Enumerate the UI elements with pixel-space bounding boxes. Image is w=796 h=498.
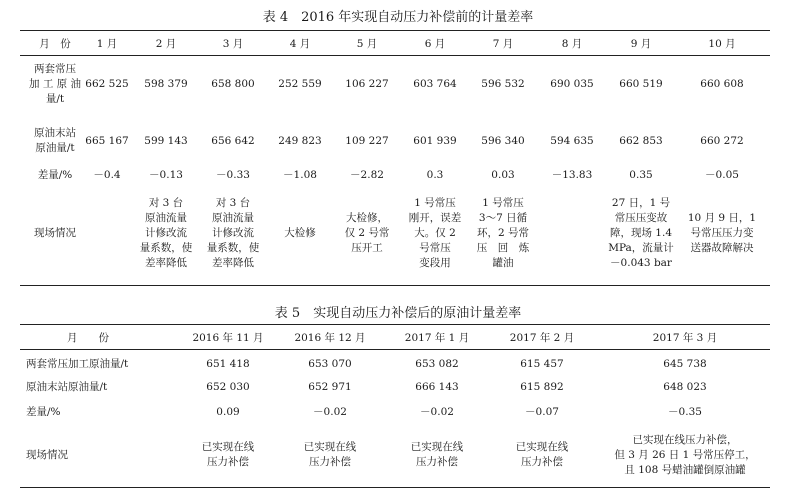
table5-cell: －0.02 [313,405,347,418]
table4-cell: 660 272 [700,134,744,147]
table4-header-cell: 10 月 [708,38,736,50]
table5-cell: －0.35 [668,405,702,418]
table4-header-cell: 3 月 [222,38,244,50]
table5-cell: 已实现在线 压力补偿 [201,441,255,468]
table5-cell: 已实现在线 压力补偿 [410,441,464,468]
table4-cell: －1.08 [283,168,317,181]
table4-header-cell: 7 月 [492,38,514,50]
table4-cell: 596 532 [481,77,525,90]
table5-row-label: 原油末站原油量/t [26,380,108,393]
table4-cell: －0.13 [149,168,183,181]
table4-cell: －0.4 [93,168,121,181]
table4-cell: 603 764 [413,77,457,90]
table5-header-cell: 2017 年 1 月 [404,332,470,344]
table4-cell: 656 642 [211,134,255,147]
table4-cell: －0.05 [705,168,739,181]
table4-bottom-rule [20,285,770,286]
table4-cell: －13.83 [551,168,593,181]
table5-cell: 666 143 [415,380,459,393]
table5-row-label: 差量/% [26,405,61,418]
table4-cell: 10 月 9 日，1 号常压压力变 送器故障解决 [687,211,757,254]
table4-header-cell: 6 月 [424,38,446,50]
table4-cell: 660 608 [700,77,744,90]
table5-header-cell: 2017 年 3 月 [652,332,718,344]
table4-cell: 690 035 [550,77,594,90]
table5-header-cell: 2016 年 11 月 [192,332,264,344]
table5-cell: 615 892 [520,380,564,393]
table5-caption: 表 5 实现自动压力补偿后的原油计量差率 [274,306,522,321]
table5-cell: 0.09 [216,405,240,418]
table4-cell: 249 823 [278,134,322,147]
table5-cell: 已实现在线 压力补偿 [303,441,357,468]
table5-header-cell: 月 份 [67,332,109,344]
table4-header-cell: 8 月 [561,38,583,50]
table4-cell: 27 日，1 号 常压压变故 障，现场 1.4 MPa，流量计 －0.043 bar [608,196,674,269]
table5-cell: －0.07 [525,405,559,418]
table5-bottom-rule [20,487,770,488]
table4-cell: 大检修 [284,226,316,239]
table4-cell: 252 559 [278,77,322,90]
table5-cell: 651 418 [206,357,250,370]
table4-cell: 658 800 [211,77,255,90]
table5-cell: 652 030 [206,380,250,393]
table4-cell: 0.35 [629,168,653,181]
table5-cell: 648 023 [663,380,707,393]
table4-cell: 0.3 [426,168,444,181]
table5-cell: 653 082 [415,357,459,370]
table4-cell: 596 340 [481,134,525,147]
table5-header-rule [20,349,770,350]
table5-top-rule [20,324,770,325]
table4-row-label: 两套常压 加 工 原 油 量/t [28,62,81,105]
table4-header-cell: 1 月 [96,38,118,50]
table5-cell: 653 070 [308,357,352,370]
table4-row-label: 原油末站 原油量/t [34,127,76,154]
table4-cell: －0.33 [216,168,250,181]
table5-cell: 已实现在线 压力补偿 [515,441,569,468]
table5-cell: －0.02 [420,405,454,418]
table5-cell: 652 971 [308,380,352,393]
table5-cell: 615 457 [520,357,564,370]
table4-cell: 662 525 [85,77,129,90]
table4-cell: 662 853 [619,134,663,147]
table4-row-label: 现场情况 [34,226,76,239]
table4-row-label: 差量/% [37,168,73,181]
table5-row-label: 两套常压加工原油量/t [26,357,129,370]
table4-cell: 594 635 [550,134,594,147]
table4-header-cell: 4 月 [289,38,311,50]
table4-caption: 表 4 2016 年实现自动压力补偿前的计量差率 [262,10,534,25]
table4-cell: 0.03 [491,168,515,181]
table4-cell: 1 号常压 3～7 日循 环，2 号常 压 回 炼 罐油 [476,196,530,269]
table4-header-cell: 9 月 [630,38,652,50]
table4-cell: 106 227 [345,77,389,90]
table4-cell: 599 143 [144,134,188,147]
table4-cell: 660 519 [619,77,663,90]
table5-header-cell: 2016 年 12 月 [294,332,366,344]
table4-header-cell: 5 月 [356,38,378,50]
table4-top-rule [20,30,770,31]
table5-header-cell: 2017 年 2 月 [509,332,575,344]
table4-header-cell: 月 份 [39,38,71,50]
table4-cell: 109 227 [345,134,389,147]
table4-cell: 对 3 台 原油流量 计修改流 量系数，使 差率降低 [139,196,193,269]
table4-cell: －2.82 [350,168,384,181]
table5-cell: 已实现在线压力补偿， 但 3 月 26 日 1 号常压停工， 且 108 号蜡油罐倒原油罐 [614,433,756,476]
table5-row-label: 现场情况 [26,448,68,461]
table4-cell: 598 379 [144,77,188,90]
table4-cell: 大检修， 仅 2 号常 压开工 [344,211,390,254]
table4-header-cell: 2 月 [155,38,177,50]
table4-cell: 601 939 [413,134,457,147]
table4-cell: 665 167 [85,134,129,147]
table4-cell: 1 号常压 刚开，误差 大。仅 2 号常压 变段用 [408,196,462,269]
table4-header-rule [20,55,770,56]
table4-cell: 对 3 台 原油流量 计修改流 量系数，使 差率降低 [206,196,260,269]
table5-cell: 645 738 [663,357,707,370]
